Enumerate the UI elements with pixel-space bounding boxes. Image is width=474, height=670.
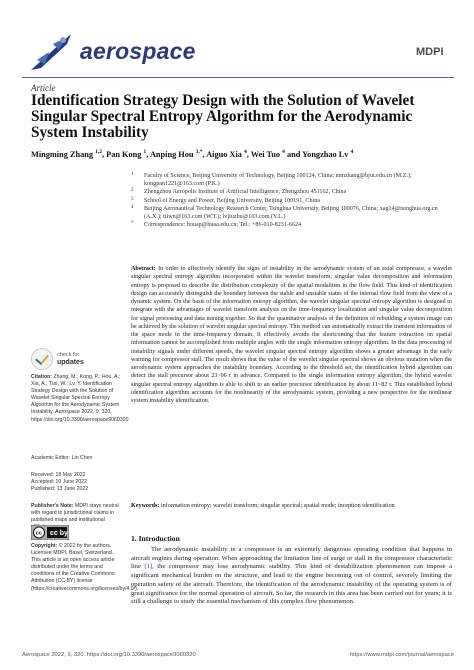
abstract-text: In order to effectively identify the signs of instability in the aerodynamic system of an axial compressor, a wavelet singular spectral entropy algorithm incorporated within the wavelet transform, singular value decomposition and information entropy is proposed to describe the distribution complexity of the spatial modalities in the flow field. This kind of identification design can accurately distinguish the boundary between the stable and unstable states of the internal flow field from the view of a dynamic system. On the basis of the information entropy algorithm, the wavelet singular spectral entropy algorithm is designed to integrate with the advantages of wavelet transform analysis on the time-frequency localization and singular value decomposition for signal processing and data mining together. So that the quantitative analysis of the definition of rebuilding a system image can be achieved by the solution of wavelet singular spectral entropy. This method can automatically extract the transient information of the space mode in the time-frequency domain. It effectively avoids the shortcoming that the feature extraction on spatial information cannot be accomplished from multiple angles with the single information entropy algorithm. In the data processing of instability signals under different speeds, the wavelet singular spectral entropy algorithm shows a greater advantage in the early warning for compressor stall. The result shows that the value of the wavelet singular spectral shows an obvious mutation when the aerodynamic system approaches the instability boundary. According to the threshold set, the identification hybrid algorithm can detect the stall precursor about 23~96 r in advance. Compared to the single information entropy algorithm, the hybrid wavelet singular spectral entropy algorithm is able to shift to an earlier precursor identification by about 11~82 r. This established hybrid identification algorithm accounts for the nonlinearity of the aerodynamic system, providing a new perspective for the nonlinear system instability identification. [131, 266, 452, 404]
header-divider [22, 77, 454, 78]
affiliation-text: Faculty of Science, Beijing University of Technology, Beijing 100124, China; mmzhang@bjut.edu.cn (M.Z.); kongpan1221@163.com (P.K.) [144, 173, 412, 188]
svg-text:MDPI: MDPI [416, 46, 444, 58]
copyright-notice [31, 543, 139, 593]
affiliation-number: 4 [131, 204, 134, 210]
section-heading-introduction: 1. Introduction [131, 534, 180, 543]
abstract-label: Abstract: [131, 266, 156, 272]
copyright-label: Copyright: [31, 543, 58, 549]
publisher-note-label: Publisher's Note: [31, 503, 74, 509]
publisher-note-text: MDPI stays neutral with regard to jurisdictional claims in published maps and institutional [31, 503, 119, 524]
academic-editor: Academic Editor: Lin Chen [31, 455, 93, 461]
reference-link[interactable]: [1] [144, 563, 153, 571]
svg-text:cc: cc [35, 530, 42, 537]
aerospace-logo-icon [27, 30, 75, 74]
affiliation-item [131, 205, 451, 221]
introduction-paragraph [131, 546, 452, 607]
cc-by-license-icon[interactable] [31, 525, 69, 540]
citation-block [31, 374, 129, 424]
author-affiliation-marker: 1 [143, 149, 147, 155]
check-updates-icon [31, 348, 53, 370]
affiliation-item [131, 197, 451, 205]
affiliations [131, 172, 451, 229]
keywords-label: Keywords: [131, 503, 160, 509]
author-affiliation-marker: 1,2 [95, 149, 102, 155]
citation-text: Zhang, M.; Kong, P.; Hou, A.; Xia, A.; Tuo, W.; Lv, Y. Identification Strategy Design with the Solution of Wavelet Singular Spectral Entropy Algorithm for the Aerodynamic System Instability. [31, 374, 121, 416]
article-type: Article [31, 83, 56, 93]
svg-text:cc by: cc by [50, 530, 68, 538]
author-name[interactable]: Yongzhao Lv [302, 150, 349, 159]
copyright-text: © 2022 by the authors. Licensee MDPI, Basel, Switzerland. This article is an open access article distributed under the terms and conditions of the Creative Commons Attribution (CC BY) license (https://creativecommons.org/licenses/by/4.0/). [31, 543, 139, 592]
author-name[interactable]: Aiguo Xia [206, 150, 242, 159]
affiliation-text: School of Energy and Power, Beijing University, Beijing 100191, China [144, 197, 320, 204]
author-name[interactable]: Pan Kong [106, 150, 142, 159]
keywords [131, 502, 452, 510]
check-for-updates-button[interactable] [31, 348, 103, 370]
footer-citation: Aerospace 2022, 9, 320. https://doi.org/10.3390/aerospace9060320 [22, 652, 196, 658]
received-date: Received: 18 May 2022 [31, 472, 86, 478]
affiliation-item [131, 221, 451, 229]
footer-journal-link[interactable]: https://www.mdpi.com/journal/aerospace [349, 652, 454, 658]
affiliation-item [131, 172, 451, 188]
check-updates-line2: updates [57, 359, 84, 366]
keywords-text: information entropy; wavelet transform; singular spectral; spatial mode; inception identification [160, 503, 395, 509]
article-title: Identification Strategy Design with the Solution of Wavelet Singular Spectral Entropy Algorithm for the Aerodynamic System Instability [31, 92, 415, 141]
accepted-date: Accepted: 10 June 2022 [31, 479, 87, 486]
author-affiliation-marker: 3,* [195, 149, 203, 155]
affiliation-text: Beijing Aeronautical Technology Research Center, Tsinghua University, Beijing 100076, China; xag14@tsinghua.org.cn (A.X.); tiiwn@163.com (W.T.); lvjiuzhu@163.com (Y.L.) [144, 205, 438, 221]
affiliation-text: Zhengzhou Aeropolis Institute of Artificial Intelligence, Zhengzhou 451162, China [144, 189, 347, 196]
author-name[interactable]: Anping Hou [149, 150, 194, 159]
author-name[interactable]: Wei Tuo [250, 150, 281, 159]
intro-text-2: , the compressor may lose aerodynamic stability. This kind of destabilization phenomenon can impose a significant mechanical burden on the structure, and lead to the engine becoming out of control, severely limiting the operation safety of the aircraft. Therefore, the identification of the aerodynamic instability of the operating system is of great significance for the normal operation of aircraft. So far, the research in this area has been carried out for years; it is still a challenge to study the essential mechanism of this complex flow phenomenon. [131, 563, 453, 606]
published-date: Published: 13 June 2022 [31, 486, 89, 493]
affiliation-number: 2 [131, 188, 134, 194]
author-list: Mingming Zhang $^{1,2}$, Pan Kong $^1$, Anping Hou $^{3,*}$, Aiguo Xia $^4$, Wei Tuo $^4$ and Yongzhao Lv $^4$ [31, 149, 354, 159]
author-name[interactable]: Mingming Zhang [31, 150, 94, 159]
citation-label: Citation: [31, 374, 53, 380]
author-affiliation-marker: 4 [282, 149, 285, 155]
intro-text-1: The aerodynamic instability in a compressor is an extremely dangerous operating condition that happens in aircraft engines during operation. When approaching the limitation line of surge or stall in the compressor characteristic line [131, 546, 452, 571]
author-affiliation-marker: 4 [350, 149, 354, 155]
check-updates-line1: check for [57, 352, 80, 358]
citation-journal: Aerospace [55, 409, 80, 416]
author-affiliation-marker: 4 [244, 149, 247, 155]
dates-block [31, 472, 123, 493]
abstract [131, 265, 452, 405]
affiliation-text: Correspondence: houap@buaa.edu.cn; Tel.: +86-010-8231-6624 [144, 222, 302, 229]
journal-name: aerospace [80, 38, 196, 64]
affiliation-number: 3 [131, 196, 134, 202]
affiliation-number: 1 [131, 172, 134, 177]
affiliation-item [131, 188, 451, 196]
citation-tail: 2022, 9, 320. https://doi.org/10.3390/aerospace9060320 [31, 409, 129, 423]
journal-header [22, 30, 454, 78]
affiliation-number: * [131, 221, 134, 227]
mdpi-logo-icon [416, 42, 454, 62]
